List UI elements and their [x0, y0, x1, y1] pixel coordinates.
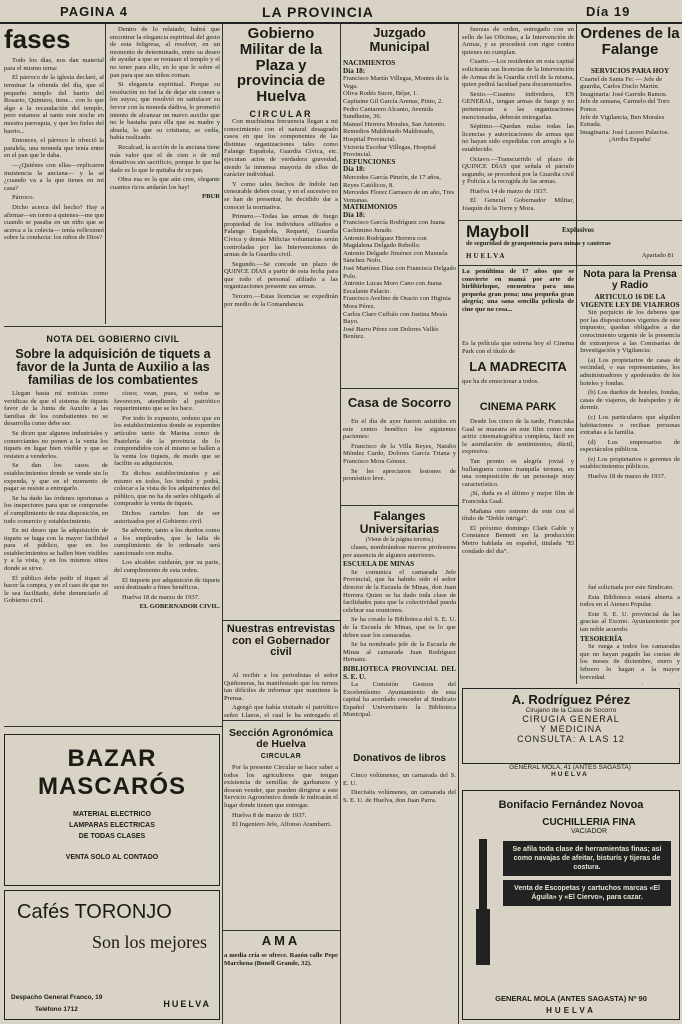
- ad-line: Venta de Escopetas y cartuchos marcas «El Águila» y «El Ciervo», para cazar.: [503, 880, 671, 906]
- paragraph: Entonces, el párroco le ofreció la paralela, una moneda que tenía entre en el pan que le daba.: [4, 137, 104, 160]
- article-title: Donativos de libros: [353, 753, 446, 764]
- article-tiquets: [4, 330, 222, 724]
- date-line: Huelva 14 de marzo de 1937.: [470, 187, 548, 195]
- paragraph: Se dan los casos de establecimientos donde se vende sin lo expenda, y que en el momento de pagar se resiste a entregarlo.: [4, 462, 108, 493]
- ad-shop: CUCHILLERIA FINA: [542, 817, 636, 828]
- article-title: Gobierno Militar de la Plaza y provincia de Huelva: [236, 26, 326, 105]
- article-title: CINEMA PARK: [479, 401, 557, 413]
- article-title: Ordenes de la Falange: [580, 26, 680, 58]
- ad-address: GENERAL MOLA, 41: [509, 764, 572, 771]
- ad-name: Mayboll: [466, 222, 530, 241]
- paragraph: Agregó que había visitado el patriótico señor Llanos, el cual le ha entregado el: [224, 704, 338, 718]
- ad-rodriguez-address: [462, 764, 678, 784]
- paragraph: Se ha creado la Biblioteca del S. E. U. de la Escuela de Minas, que es lo que deben usar los camaradas.: [343, 616, 456, 639]
- paragraph: Si elegancia espiritual. Porque su resolución no fué la de dejar sin comer a los suyos; que resolvió en satisfacer su fervor con la moneda dádiva, lo prometió intento de alcanzar un nuevo auxilio que no le bastaba para ella que su madre y abuela, lo que su cristiana, se cedía, había realizado.: [110, 81, 220, 142]
- closing-line: ¡Arriba España!: [608, 136, 652, 144]
- section-label: BIBLIOTECA PROVINCIAL DEL S. E. U.: [343, 664, 456, 681]
- ad-bazar-mascaros: [4, 734, 220, 886]
- list-item: Jefe de semana, Carmelo del Toro Ponce.: [580, 98, 670, 113]
- ad-name: BAZAR MASCARÓS: [37, 745, 186, 800]
- article-column: [580, 294, 680, 578]
- paragraph: (c) Los particulares que alquilen habitaciones o reciban personas extrañas a la familia.: [580, 413, 680, 437]
- list-item: Francisco Martín Villegas, Montes de la Vega.: [343, 75, 449, 90]
- paragraph: Por la presente Circular se hace saber a todos los agricultores que tengan existencia de semillas de garbanzos y desean vender, que pueden dirigirse a este Servicio Agronómico donde le indicarán el lugar donde tienen que entregar.: [224, 764, 338, 809]
- date-line: Huelva 8 de marzo de 1937.: [232, 811, 307, 819]
- paragraph: En el día de ayer fueron asistidos en este centro benéfico los siguientes pacientes:: [343, 418, 456, 441]
- paragraph: Se comunica el camarada Jefe Provincial, que ha habido sido el señor director de la Escuela de Minas, don Juan Herrera Quien se ha dado toda clase de facilidades para que la colectividad pueda celebrar sus reuniones.: [343, 568, 456, 614]
- paragraph: (a) Los propietarios de casas de vecindad, o sus representantes, los administradores y apoderados de los hoteles y fondas.: [580, 356, 680, 387]
- section-label: ARTICULO 16 DE LA VIGENTE LEY DE VIAJEROS: [580, 294, 680, 309]
- day-label: Día 18:: [343, 165, 366, 174]
- article-seccion-agronomica: [224, 724, 338, 928]
- ad-sub: VACIADOR: [570, 828, 608, 835]
- paragraph: Es mi deseo que la adquisición de tiquets se haga con la mayor facilidad para el público, que en los establecimientos se hallen bien visibles y a la vista, y en los mismos sitios donde se sirve.: [4, 527, 108, 573]
- article-column: [343, 418, 456, 500]
- section-label: ESCUELA DE MINAS: [343, 560, 415, 569]
- ad-address: Despacho General Franco, 19: [11, 994, 103, 1001]
- list-item: Capitaine Gil García Arenas, Pinto, 2.: [343, 97, 443, 105]
- paragraph: El próximo domingo Clark Gable y Constance Bennett en la producción Metro hablada en español, titulada "El condado del dia".: [462, 524, 574, 555]
- ad-line: CIRUGIA GENERAL: [522, 714, 620, 724]
- article-title: Nota para la Prensa y Radio: [583, 269, 677, 291]
- ad-slogan: Son los mejores: [92, 932, 207, 952]
- ad-city: HUELVA: [551, 771, 589, 778]
- knife-icon: [471, 837, 495, 967]
- list-item: Imaginaria: José Garrido Ramos.: [580, 90, 668, 98]
- paragraph: Se ruega a todos los camaradas que no hayan pagado las cuotas de los meses de diciembre, enero y febrero lo hagan a la mayor brevedad.: [580, 643, 680, 681]
- list-item: Mercedes Florez Carrasco de un año, Tres Ventanas.: [343, 189, 455, 204]
- paragraph: Este S. E. U. provincial da las gracias al Excmo. Ayuntamiento por tan noble acuerdo.: [580, 610, 680, 633]
- paragraph: clases, nombrándose nuevos profesores por ausencia de algunos anteriores.: [343, 544, 456, 559]
- ad-line: Y MEDICINA: [539, 724, 603, 734]
- paragraph: Y como tales hechos de índole tan censurable deben cesar, y en el sucesivo no se han de presentar, he decidido dar a conocer la normativa.: [224, 180, 338, 211]
- date-line: Huelva 18 de marzo de 1937.: [588, 473, 666, 481]
- article-ama: [224, 934, 338, 1018]
- paragraph: fuerzas de orden, entregado con un sello de las Oficinas, a la Intervención de Armas, y se procederá con rigor contra quienes no cumplan.: [462, 26, 574, 56]
- ad-mayboll: [462, 222, 678, 262]
- paragraph: Sin perjuicio de los deberes que por las disposiciones vigentes de este impuesto, quedan obligados a dar conocimiento urgente de la presencia de extranjeros a las Comisarías de Investigación y Vigilancia:: [580, 309, 680, 355]
- ad-line: VENTA SOLO AL CONTADO: [65, 854, 159, 861]
- paragraph: Cuarto.—Los residentes en esta capital solicitarán sus licencias de la Intervención de Armas de la Guardia civil de la misma, quien pedirá facultad para documentarlos.: [462, 58, 574, 89]
- paragraph: Se advierte, tanto a los dueños como a los empleados, que la falta de cumplimiento de lo ordenado será sancionado con multa.: [114, 527, 220, 557]
- paragraph: Cinco volúmenes, un camarada del S. E. U.: [343, 772, 456, 787]
- section-label: DEFUNCIONES: [343, 157, 396, 166]
- paragraph: Con muchísima frecuencia llegan a mi conocimiento con el natural desagrado casos en que los componentes de las distintas organizaciones tales como Falange Española, Guardia Cívica, etc. ejecutan actos de verdadera gravedad, siendo la inmensa mayoría de ellos de carácter individual.: [224, 118, 338, 179]
- article-column: [343, 60, 456, 384]
- section-label: TESORERÍA: [580, 634, 623, 643]
- paragraph: Se les apreciaron lesiones de pronóstico leve.: [343, 467, 456, 483]
- paragraph: cioso; vean, pues, si todos se favorecen, atendiendo al patriótico requerimiento que se les hace.: [114, 390, 220, 413]
- paragraph: Es dichos establecimientos y así mismo en todos, los tendrá y podrá, colocar a la vista de los adquirientes del público, que no ha de serles obligado al comprador la venta de tiquets.: [114, 469, 220, 508]
- film-title: LA MADRECITA: [469, 359, 567, 374]
- article-title: fases: [4, 26, 71, 54]
- paragraph: Dichos carteles han de ser autorizados por el Gobierno civil.: [114, 509, 220, 525]
- paragraph: Se ha nombrado jefe de la Escuela de Minas al camarada Juan Rodríguez Hernanz.: [343, 641, 456, 664]
- paragraph: (b) Los dueños de hoteles, fondas, casas de viajeros, de huéspedes y de dormir.: [580, 389, 680, 412]
- list-item: José Barro Pérez con Dolores Vallés Benítez.: [343, 325, 439, 341]
- signature: EL GOBERNADOR CIVIL.: [139, 603, 220, 611]
- article-juzgado: [343, 26, 456, 386]
- article-title: Juzgado Municipal: [369, 26, 430, 54]
- article-column: [114, 390, 220, 722]
- ad-city: HUELVA: [163, 999, 211, 1009]
- article-rubric: NOTA DEL GOBIERNO CIVIL: [46, 334, 180, 344]
- article-title: Sobre la adquisición de tiquets a favor de la Junta de Auxilio a las familias de los combatientes: [15, 347, 211, 388]
- day-label: Día 18:: [343, 210, 366, 219]
- list-item: Pedro Cantarero Alcanto, Avenida Sundheim, 36.: [343, 105, 433, 121]
- article-fases-continued: [110, 26, 220, 324]
- article-column: [4, 390, 108, 722]
- ad-address: GENERAL MOLA (ANTES SAGASTA) Nº 90: [495, 994, 647, 1003]
- paragraph: —¿Quiénes con ellas—replicaron insistencia la anciana— y la sé ¿cuando va a la que tienes en mi casa?: [4, 162, 104, 192]
- paragraph: Desde los cinco de la tarde, Franciska Gaal se muestra en este film como una actriz cinematográfica completa, fácil en la asimilación de sentimientos, dúctil, expresiva.: [462, 418, 574, 456]
- list-item: Francisco Avelino de Oracio con Higinia Mora Pérez.: [343, 295, 451, 310]
- paragraph: Primero.—Todas las armas de fuego propiedad de los individuos afiliados a Falange Española, Requeté, Guardia Cívica y demás Milicias voluntarias serán controladas por las Intervenciones de armas de la Guardia civil.: [224, 213, 338, 259]
- article-falanges-universitarias: [343, 508, 456, 744]
- paragraph: Se ha dado las órdenes oportunas a los inspectores para que se compruebe el cumplimiento de esta disposición, en todo comercio y establecimiento.: [4, 494, 108, 525]
- ad-line: Cirujano de la Casa de Socorro: [525, 707, 617, 714]
- paragraph: Dicho acerca del hecho? Hay a afirmar—en torno a quienes—me que cuando se pasaba en un niño que se acerca a la colecta— tenía reflexionó sobre la conducta: los niños de Dios?: [4, 203, 104, 242]
- paragraph: que ha de emocionar a todos.: [462, 378, 539, 385]
- list-item: Victoria Escobar Villegas, Hospital Provincial.: [343, 143, 436, 159]
- article-column: [343, 772, 456, 832]
- paragraph: Los alcaldes cuidarán, por su parte, del cumplimiento de esta orden.: [114, 559, 220, 575]
- paragraph: Octavo.—Transcurrido el plazo de QUINCE DÍAS que señala el párrafo segundo, se procederá por la Guardia civil y Policía a la recogida de las armas.: [462, 155, 574, 186]
- ad-cafes-toronjo: [4, 890, 220, 1020]
- ad-name: A. Rodríguez Pérez: [511, 692, 631, 707]
- paragraph: fué solicitada por este Sindicato.: [588, 584, 674, 591]
- day-label: Día 18:: [343, 66, 366, 75]
- paragraph: El párroco de la iglesia declaró, al terminar la ofrenda del día, que el pequeño templo del barrio del Rosario, Quintero, tiene... con lo que algo a la recaudación del templo, pero estamos al tanto este noche en nuestra parroquia, y que los fieles del barrio...: [4, 74, 104, 135]
- newspaper-title: LA PROVINCIA: [262, 4, 374, 20]
- article-casa-socorro: [343, 392, 456, 502]
- paragraph: (e) Los propietarios o gerentes de establecimientos públicos.: [580, 455, 680, 471]
- section-label: NACIMIENTOS: [343, 60, 396, 67]
- ad-line: de seguridad de granpotencia para minas y canteras: [466, 240, 611, 247]
- list-item: Imaginaria: José Lucero Palacios.: [580, 128, 669, 136]
- list-item: Oliva Rodés Sucre, Béjar, 1.: [343, 90, 418, 98]
- paragraph: El público debe pedir el tiquet al hacer la compra, y en el caso de que no le sea facilitado, debe denunciarlo al Gobierno civil.: [4, 574, 108, 605]
- list-item: Antonio Delgado Jiménez con Manuela Sánchez Nofo.: [343, 249, 448, 265]
- paragraph: Séptimo.—Quedan nulas todas las licencias y autorizaciones de armas que no hayan sido expedidas con arreglo a lo establecido.: [462, 123, 574, 153]
- ad-rodriguez-perez: [462, 688, 680, 764]
- paragraph: Llegan hasta mí noticias como verídicas de que el sistema de tiquets favor de la Junta de Auxilio a las familias de los combatientes no se desarrolla como debe ser.: [4, 390, 108, 428]
- paragraph: (d) Los empresarios de espectáculos públicos.: [580, 438, 680, 454]
- paragraph: Se dicen que algunos industriales y comerciantes no ponen a la venta los tiquets en lugar bien visible y que se resisten a venderlos.: [4, 429, 108, 460]
- paragraph: Es la película que estrena hoy el Cinema Park con el título de: [462, 340, 574, 355]
- article-column: [224, 672, 338, 718]
- ad-phone: Teléfono 1712: [35, 1006, 78, 1013]
- page-number: PAGINA 4: [60, 4, 128, 19]
- paragraph: Esta Biblioteca estará abierta a todos en el Ateneo Popular.: [580, 593, 680, 609]
- signature: El Ingeniero Jefe, Alfonso Arambarri.: [232, 821, 332, 829]
- paragraph: Tercero.—Estas licencias se expedirán por medio de la Comandancia.: [224, 293, 338, 308]
- paragraph: ¡Sí, duda es el último y mejor film de Franciska Gaal.: [462, 490, 574, 505]
- paragraph: Por todo lo expuesto, ordeno que en los establecimientos donde se expenden artículos tanto de Marina como de Pastelería de la provincia de lo comprendidos con el mismo se hallen a la venta los tiquets, de modo que se facilite su adquisición.: [114, 414, 220, 468]
- paragraph: Párroco.: [12, 194, 35, 202]
- list-item: Cuartel de Santa Fe: — Jefe de guardia, Carlos Duclo Martín.: [580, 75, 663, 91]
- article-title: Falanges Universitarias: [359, 509, 440, 536]
- list-item: José Martínez Díaz con Francisca Delgado Polo.: [343, 265, 456, 280]
- list-item: Remedios Maldonado Maldonado, Hospital Provincial.: [343, 128, 435, 143]
- masthead: [0, 0, 682, 24]
- article-column: [343, 544, 456, 742]
- list-item: Carlos Claro Cuffalo con Justina Mesía Bayo.: [343, 310, 448, 326]
- paragraph: La Comisión Gestora del Excelentísimo Ayuntamiento de esta capital ha acordado conceder al Sindicato Español Universitario la Biblioteca Municipal.: [343, 681, 456, 719]
- article-donativos-libros: [343, 750, 456, 1018]
- article-subtitle: (Viene de la página tercera.): [365, 537, 434, 544]
- article-cinema-park: [462, 418, 574, 680]
- section-label: MATRIMONIOS: [343, 203, 398, 212]
- paragraph: Obra esa es la que aún cree, elegante cuantos ricos andarán los hay!: [110, 176, 220, 191]
- paragraph: Tan pronto es alegría jovial y bullanguera como tranquila ternura, en una composición de un personaje muy característico.: [462, 457, 574, 488]
- article-title: Casa de Socorro: [347, 395, 452, 410]
- paragraph: El importe por adquisición de tiquets será destinado a fines benéficos.: [114, 576, 220, 592]
- ad-bonifacio: [462, 790, 680, 1020]
- article-seu-continued: [580, 584, 680, 684]
- article-fases: [4, 26, 104, 324]
- ad-city: HUELVA: [546, 1006, 596, 1015]
- article-title: AMA: [261, 934, 301, 948]
- ad-line: MATERIAL ELECTRICO: [73, 811, 151, 818]
- article-ordenes-falange: [580, 26, 680, 218]
- paragraph: [580, 683, 680, 684]
- list-item: Antonio Rodríguez Herrera con Magdalena Delgado Rebollo.: [343, 234, 427, 250]
- list-item: Antonio Lucas Moro Cano con Juana Escalante Palacio.: [343, 280, 442, 295]
- article-gobierno-militar: [224, 26, 338, 618]
- paragraph: Recalcad, la acción de la anciana tiene más valor que el de cien o de mil donativos sin sacrificio, porque lo que ha dado es lo que le quitaba de su pan.: [110, 143, 220, 174]
- ad-tag: Explosivos: [562, 226, 594, 234]
- ad-name: Bonifacio Fernández Novoa: [498, 799, 644, 811]
- article-column: [224, 764, 338, 924]
- ad-line: LAMPARAS ELECTRICAS: [69, 822, 155, 829]
- ad-box: Apartado 81: [641, 252, 674, 259]
- paragraph: Todo los días, nos dan material para el mismo tema:: [4, 57, 104, 72]
- article-title: Nuestras entrevistas con el Gobernador civil: [226, 624, 336, 659]
- article-gobierno-militar-continued: [462, 26, 574, 218]
- paragraph: Francisco de la Villa Reyes, Natalio Méndez Cardo, Dolores García Triana y Francisco Mora Gómez.: [343, 442, 456, 465]
- paragraph: Mañana otro estreno de este con el título de "Doble intriga".: [462, 507, 574, 523]
- list-item: Jefe de Vigilancia, Ben Morales Estrada.: [580, 113, 665, 129]
- paragraph: Segundo.—Se concede un plazo de QUINCE DÍAS a partir de esta fecha para que todo el personal afiliado a las organizaciones presente sus armas.: [224, 260, 338, 291]
- byline: PBUR: [202, 193, 220, 201]
- ad-line: DE TODAS CLASES: [78, 833, 146, 840]
- ad-address-note: (ANTES SAGASTA): [572, 764, 631, 771]
- section-label: SERVICIOS PARA HOY: [590, 68, 670, 75]
- ad-line: CONSULTA: A LAS 12: [517, 734, 625, 744]
- signature: El General Gobernador Militar, Joaquín de la Torre y Mora.: [462, 197, 574, 213]
- list-item: Francisco García Rodríguez con Juana Cachimino Jurado.: [343, 219, 445, 235]
- article-subtitle: CIRCULAR: [249, 108, 313, 119]
- list-item: Manuel Herrera Morales, San Antonio.: [343, 120, 446, 128]
- ad-city: HUELVA: [466, 252, 507, 260]
- article-nota-prensa: [580, 268, 680, 578]
- list-item: Mercedes García Pinzón, de 17 años, Reyes Católicos, 8.: [343, 173, 441, 189]
- article-column: [580, 68, 680, 218]
- paragraph: Dentro de lo relatado, habrá que encontrar la elegancia espiritual del gesto de esta feligresa, al resolver, en un momento de determinado, entre su deseo de ayudar a que se restaure el templo y el no tener para ello, en lo que le sobre el pan para que sus niños coman.: [110, 26, 220, 79]
- article-column: [224, 118, 338, 616]
- date-line: Huelva 18 de marzo de 1937.: [122, 593, 200, 601]
- ad-line: Se afila toda clase de herramientas finas; así como navajas de afeitar, bisturís y tijeras de costura.: [503, 841, 671, 876]
- paragraph: Al recibir a los periodistas el señor Quiñoneras, ha manifestado que los turnos tan difíciles de informar que mantiene la Prensa.: [224, 672, 338, 702]
- paragraph: La penúltima de 17 años que se convierte en mamá por arte de birlibirloque, encuentra para una pequeña gran pena; una pequeña gran alegría; una sana sencilla película de cine que no cesa...: [462, 268, 574, 313]
- paragraph: a media cría se ofrece. Razón calle Pepe Marchena (Bonell Grande, 32).: [224, 952, 338, 967]
- article-nuestras-entrevistas: [224, 624, 338, 718]
- paragraph: Dieciséis volúmenes, un camarada del S. E. U. de Huelva, don Juan Parra.: [343, 789, 456, 804]
- article-title: Sección Agronómica de Huelva: [228, 727, 334, 751]
- issue-date: Día 19: [586, 4, 631, 19]
- ad-name: Cafés TORONJO: [17, 901, 172, 923]
- article-subtitle: CIRCULAR: [260, 753, 302, 761]
- paragraph: Sexto.—Cuantos individuos, EN GENERAL, tengan armas de fuego y no pertenezcan a las organizaciones mencionadas, deberán entregarlas.: [462, 90, 574, 121]
